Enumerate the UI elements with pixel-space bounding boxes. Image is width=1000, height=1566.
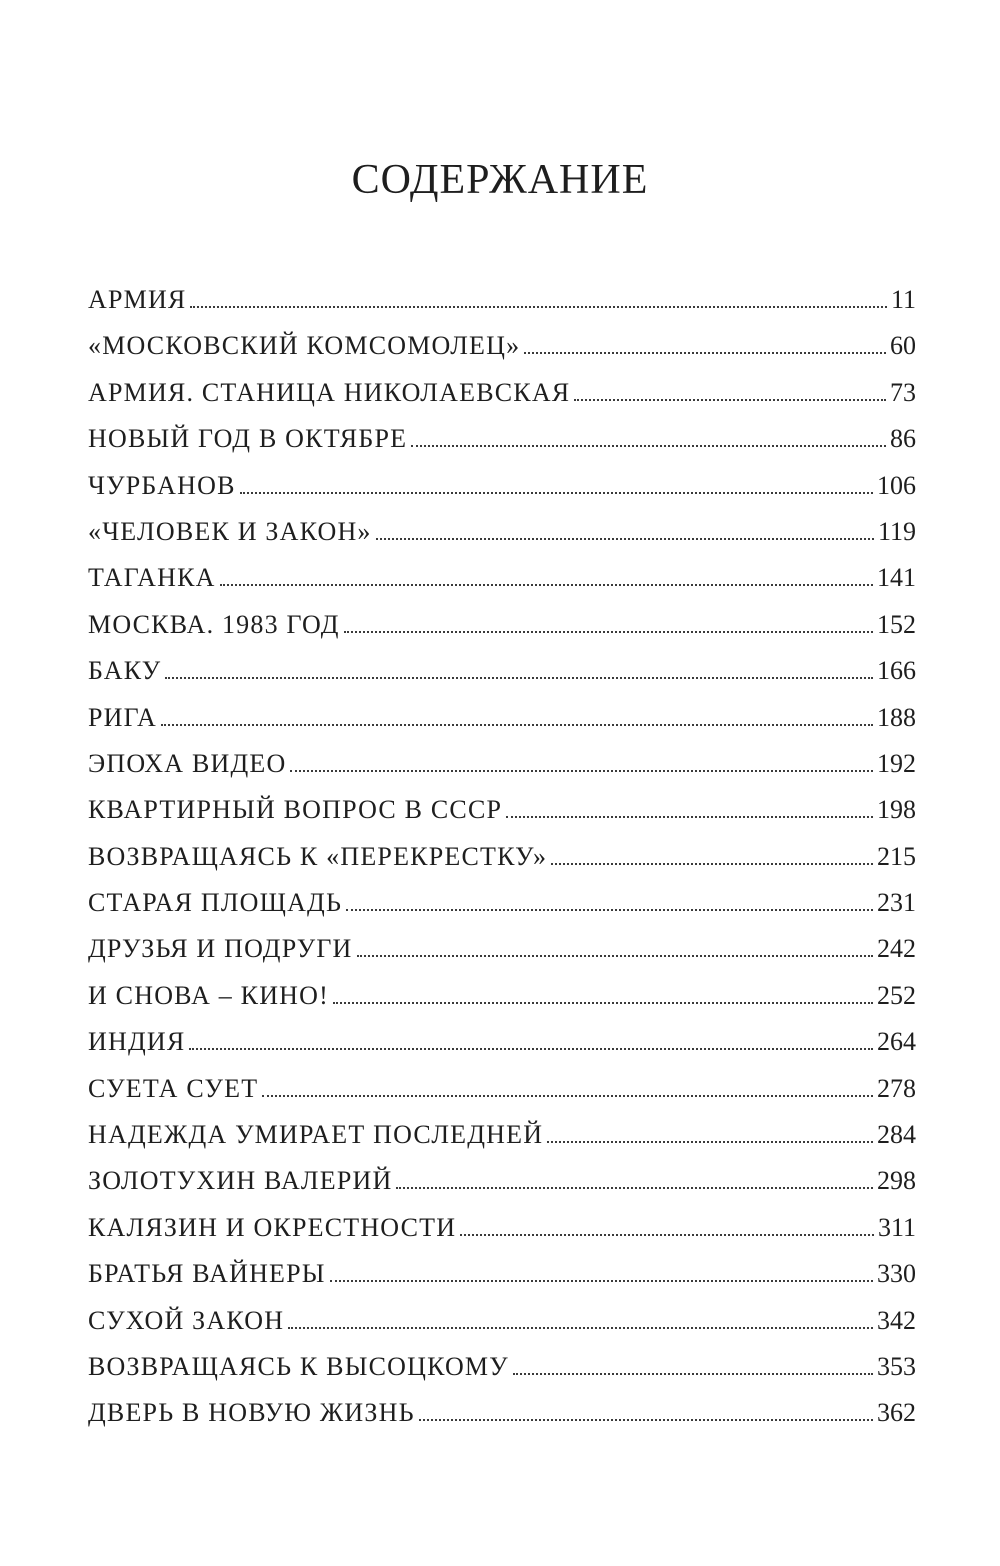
dot-leader (506, 816, 873, 818)
dot-leader (376, 538, 874, 540)
toc-entry (88, 749, 916, 795)
toc-entry-title: ВОЗВРАЩАЯСЬ К «ПЕРЕКРЕСТКУ» (88, 841, 548, 871)
dot-leader (333, 1002, 873, 1004)
table-of-contents (88, 285, 916, 1445)
dot-leader (240, 492, 873, 494)
dot-leader (290, 770, 873, 772)
toc-entry-title: «МОСКОВСКИЙ КОМСОМОЛЕЦ» (88, 331, 521, 361)
toc-entry (88, 1398, 916, 1444)
toc-entry (88, 1166, 916, 1212)
dot-leader (344, 631, 873, 633)
dot-leader (220, 584, 873, 586)
toc-entry-title: СТАРАЯ ПЛОЩАДЬ (88, 888, 343, 918)
toc-entry-title: ЧУРБАНОВ (88, 470, 236, 500)
toc-entry-title: СУХОЙ ЗАКОН (88, 1305, 285, 1335)
toc-entry-title: БРАТЬЯ ВАЙНЕРЫ (88, 1259, 326, 1289)
toc-entry (88, 1074, 916, 1120)
toc-entry-page-number: 11 (890, 285, 916, 314)
toc-entry-page-number: 362 (877, 1398, 916, 1428)
toc-entry-page-number: 152 (877, 609, 916, 639)
dot-leader (262, 1095, 873, 1097)
toc-entry-title: НАДЕЖДА УМИРАЕТ ПОСЛЕДНЕЙ (88, 1120, 544, 1150)
toc-entry-title: МОСКВА. 1983 ГОД (88, 609, 340, 639)
toc-entry-title: СУЕТА СУЕТ (88, 1073, 259, 1103)
dot-leader (161, 724, 873, 726)
toc-entry-title: ТАГАНКА (88, 563, 216, 593)
toc-entry-page-number: 353 (877, 1351, 916, 1381)
toc-entry (88, 1259, 916, 1305)
toc-entry (88, 1306, 916, 1352)
toc-entry (88, 471, 916, 517)
toc-entry-title: АРМИЯ. СТАНИЦА НИКОЛАЕВСКАЯ (88, 377, 571, 407)
toc-entry (88, 424, 916, 470)
dot-leader (419, 1419, 873, 1421)
toc-entry-page-number: 188 (877, 702, 916, 732)
toc-entry (88, 563, 916, 609)
dot-leader (330, 1280, 873, 1282)
dot-leader (346, 909, 873, 911)
toc-entry (88, 1027, 916, 1073)
toc-entry-title: ДРУЗЬЯ И ПОДРУГИ (88, 934, 353, 964)
toc-entry (88, 378, 916, 424)
toc-entry-page-number: 330 (877, 1259, 916, 1289)
toc-entry-page-number: 119 (877, 516, 916, 546)
toc-entry (88, 656, 916, 702)
toc-entry-title: ЭПОХА ВИДЕО (88, 748, 287, 778)
toc-entry-title: ВОЗВРАЩАЯСЬ К ВЫСОЦКОМУ (88, 1351, 509, 1381)
toc-entry-page-number: 198 (877, 795, 916, 825)
toc-entry-page-number: 252 (877, 980, 916, 1010)
toc-entry-page-number: 73 (890, 377, 916, 407)
dot-leader (411, 445, 886, 447)
toc-entry-page-number: 264 (877, 1027, 916, 1057)
dot-leader (189, 1048, 873, 1050)
toc-entry-title: ИНДИЯ (88, 1027, 186, 1057)
toc-entry-page-number: 311 (877, 1212, 916, 1242)
dot-leader (190, 306, 886, 308)
toc-entry-title: КВАРТИРНЫЙ ВОПРОС В СССР (88, 795, 503, 825)
toc-entry-title: НОВЫЙ ГОД В ОКТЯБРЕ (88, 424, 408, 454)
toc-entry-title: КАЛЯЗИН И ОКРЕСТНОСТИ (88, 1212, 457, 1242)
toc-entry-title: ДВЕРЬ В НОВУЮ ЖИЗНЬ (88, 1398, 415, 1428)
toc-entry-page-number: 60 (890, 331, 916, 361)
toc-entry (88, 610, 916, 656)
toc-entry-page-number: 215 (877, 841, 916, 871)
toc-entry-page-number: 242 (877, 934, 916, 964)
toc-entry-page-number: 342 (877, 1305, 916, 1335)
toc-entry (88, 703, 916, 749)
dot-leader (396, 1187, 873, 1189)
toc-entry (88, 331, 916, 377)
toc-entry-page-number: 141 (877, 563, 916, 593)
toc-entry-page-number: 278 (877, 1073, 916, 1103)
dot-leader (357, 955, 873, 957)
toc-entry-title: ЗОЛОТУХИН ВАЛЕРИЙ (88, 1166, 393, 1196)
dot-leader (165, 677, 873, 679)
toc-entry (88, 842, 916, 888)
toc-entry-title: АРМИЯ (88, 285, 187, 314)
toc-entry-title: «ЧЕЛОВЕК И ЗАКОН» (88, 516, 372, 546)
toc-entry (88, 934, 916, 980)
toc-entry-title: И СНОВА – КИНО! (88, 980, 329, 1010)
page-title: СОДЕРЖАНИЕ (351, 157, 649, 203)
dot-leader (574, 399, 886, 401)
dot-leader (551, 863, 873, 865)
toc-entry (88, 888, 916, 934)
dot-leader (524, 352, 886, 354)
toc-entry (88, 1352, 916, 1398)
toc-entry (88, 981, 916, 1027)
toc-entry-page-number: 106 (877, 470, 916, 500)
toc-entry (88, 285, 916, 331)
toc-entry-title: БАКУ (88, 656, 162, 686)
toc-entry-page-number: 166 (877, 656, 916, 686)
toc-entry-page-number: 231 (877, 888, 916, 918)
toc-entry-page-number: 298 (877, 1166, 916, 1196)
dot-leader (460, 1234, 874, 1236)
toc-entry (88, 1120, 916, 1166)
toc-entry-title: РИГА (88, 702, 158, 732)
toc-entry-page-number: 86 (890, 424, 916, 454)
dot-leader (513, 1373, 873, 1375)
toc-entry-page-number: 284 (877, 1120, 916, 1150)
toc-entry (88, 517, 916, 563)
dot-leader (547, 1141, 873, 1143)
toc-entry-page-number: 192 (877, 748, 916, 778)
toc-entry (88, 795, 916, 841)
dot-leader (288, 1327, 873, 1329)
toc-entry (88, 1213, 916, 1259)
